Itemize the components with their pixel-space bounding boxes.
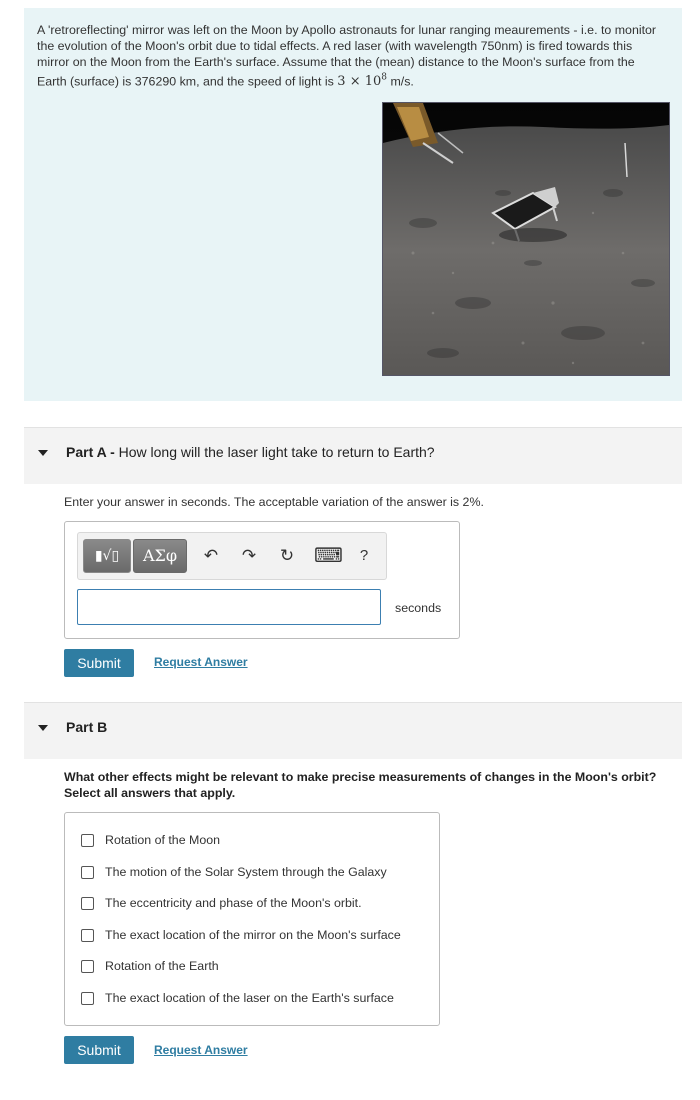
answer-box <box>64 521 460 639</box>
answer-input[interactable] <box>77 589 381 625</box>
symbols-button[interactable]: ΑΣφ <box>133 539 187 573</box>
statement-text: A 'retroreflecting' mirror was left on the Moon by Apollo astronauts for lunar ranging meaurements - i.e. to monitor the evolution of the Moon's orbit due to tidal effects. A red laser (with wavelength 750nm) is fired towards this mirror on the Moon from the Earth's surface. Assume that the (mean) distance to the Moon's surface from the Earth (surface) is 376290 km, and the speed of light is <box>37 23 657 89</box>
part-a-submit-button[interactable]: Submit <box>64 649 134 677</box>
collapse-caret-icon[interactable] <box>38 725 48 731</box>
choice-label: Rotation of the Earth <box>105 959 219 973</box>
checkbox[interactable] <box>81 992 94 1005</box>
checkbox[interactable] <box>81 834 94 847</box>
problem-intro <box>24 8 682 401</box>
part-b-title: Part B <box>66 719 108 735</box>
keyboard-icon[interactable]: ⌨ <box>314 545 343 567</box>
choices-box <box>64 812 440 1026</box>
choice-label: The exact location of the laser on the Earth's surface <box>105 991 394 1005</box>
checkbox[interactable] <box>81 960 94 973</box>
part-a-request-answer-link[interactable]: Request Answer <box>154 655 248 669</box>
speed-of-light-value: $3 \times 10^8$ <box>337 73 388 90</box>
units-label: seconds <box>395 601 442 615</box>
checkbox[interactable] <box>81 897 94 910</box>
lunar-retroreflector-photo <box>382 102 670 376</box>
part-b-submit-button[interactable]: Submit <box>64 1036 134 1064</box>
undo-icon[interactable]: ↶ <box>203 546 219 565</box>
checkbox[interactable] <box>81 866 94 879</box>
part-a-header[interactable] <box>24 427 682 484</box>
redo-icon[interactable]: ↷ <box>241 546 257 565</box>
part-b-request-answer-link[interactable]: Request Answer <box>154 1043 248 1057</box>
templates-button[interactable]: ▮√▯ <box>83 539 131 573</box>
part-a-instruction: Enter your answer in seconds. The acceptable variation of the answer is 2%. <box>64 495 484 509</box>
choice-label: The eccentricity and phase of the Moon's orbit. <box>105 896 362 910</box>
part-b-question: What other effects might be relevant to make precise measurements of changes in the Moon's orbit? Select all answers that apply. <box>64 770 657 800</box>
collapse-caret-icon[interactable] <box>38 450 48 456</box>
checkbox[interactable] <box>81 929 94 942</box>
part-b-header[interactable] <box>24 702 682 759</box>
choice-label: The exact location of the mirror on the Moon's surface <box>105 928 401 942</box>
statement-unit: m/s. <box>387 74 414 89</box>
choice-label: Rotation of the Moon <box>105 833 221 847</box>
part-a-title: Part A - How long will the laser light take to return to Earth? <box>66 444 435 460</box>
help-icon[interactable]: ? <box>359 547 369 564</box>
math-toolbar <box>77 532 387 580</box>
choice-label: The motion of the Solar System through the Galaxy <box>105 865 387 879</box>
problem-statement <box>37 22 657 90</box>
reset-icon[interactable]: ↻ <box>279 546 295 565</box>
